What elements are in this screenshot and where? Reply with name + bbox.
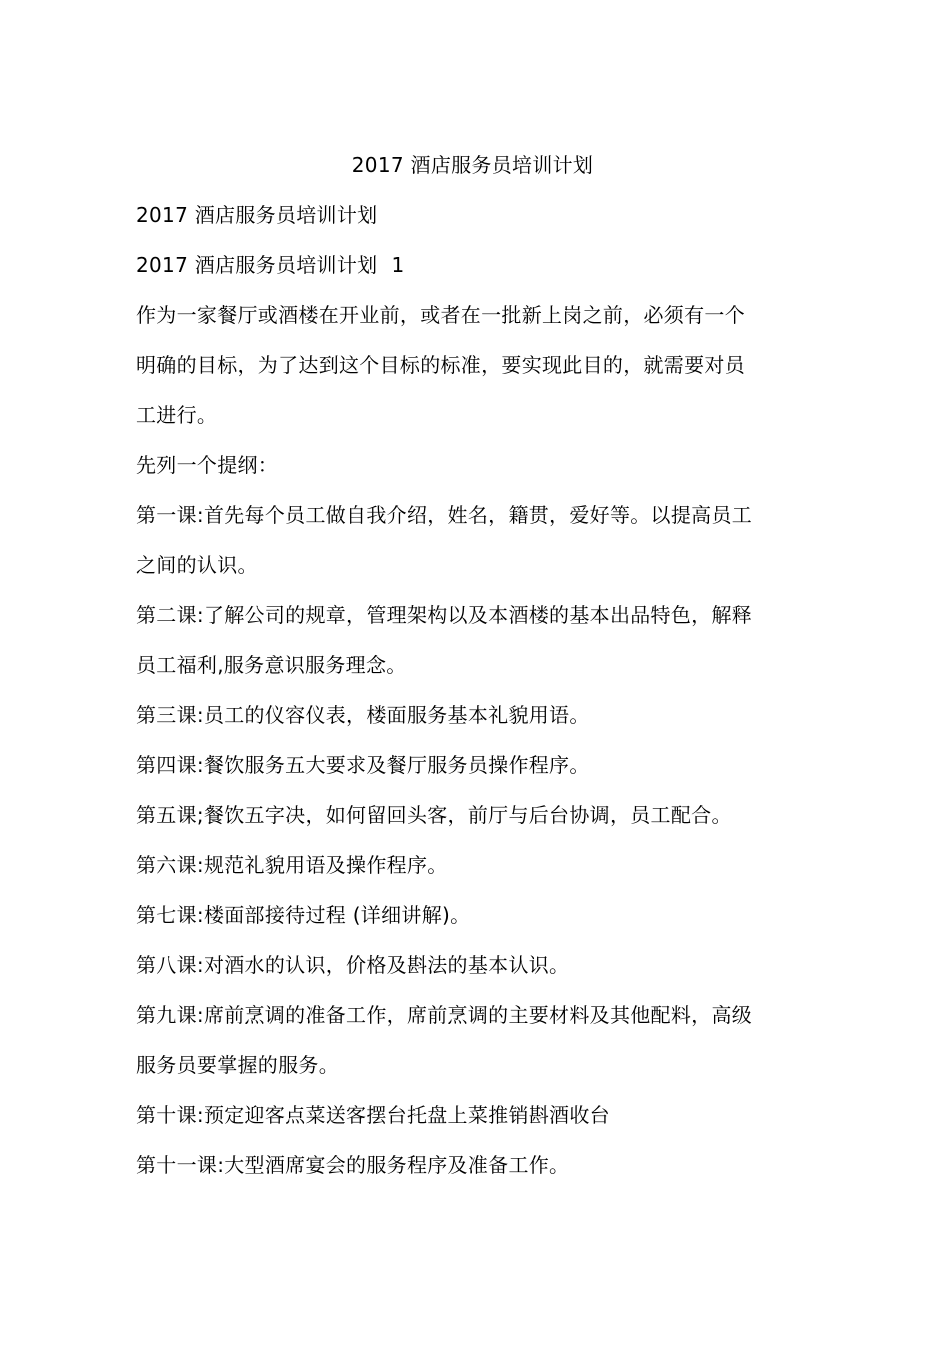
lesson-line: 第四课:餐饮服务五大要求及餐厅服务员操作程序。 — [136, 753, 590, 777]
document-body — [136, 200, 776, 1200]
lesson-line: 第六课:规范礼貌用语及操作程序。 — [136, 853, 448, 877]
lesson-line: 第一课:首先每个员工做自我介绍，姓名，籍贯，爱好等。以提高员工 — [136, 503, 753, 527]
lesson-line: 员工福利,服务意识服务理念。 — [136, 653, 407, 677]
lesson-line: 第七课:楼面部接待过程 (详细讲解)。 — [136, 903, 471, 927]
lesson-line: 第八课:对酒水的认识，价格及斟法的基本认识。 — [136, 953, 570, 977]
lesson-line: 第十课:预定迎客点菜送客摆台托盘上菜推销斟酒收台 — [136, 1103, 610, 1127]
section-number: 1 — [391, 253, 405, 277]
lesson-line: 第五课;餐饮五字决，如何留回头客，前厅与后台协调，员工配合。 — [136, 803, 732, 827]
document-title: 2017 酒店服务员培训计划 — [351, 153, 594, 177]
lesson-line: 第十一课:大型酒席宴会的服务程序及准备工作。 — [136, 1153, 570, 1177]
intro-line: 明确的目标，为了达到这个目标的标准，要实现此目的，就需要对员 — [136, 353, 745, 377]
lesson-line: 第三课:员工的仪容仪表，楼面服务基本礼貌用语。 — [136, 703, 590, 727]
outline-label: 先列一个提纲： — [136, 453, 279, 477]
lesson-line: 第二课:了解公司的规章，管理架构以及本酒楼的基本出品特色，解释 — [136, 603, 753, 627]
lesson-line: 服务员要掌握的服务。 — [136, 1053, 339, 1077]
subtitle: 2017 酒店服务员培训计划 — [136, 203, 378, 227]
section-heading-text: 2017 酒店服务员培训计划 — [136, 253, 378, 277]
intro-line: 工进行。 — [136, 403, 218, 427]
section-heading — [136, 250, 776, 280]
intro-line: 作为一家餐厅或酒楼在开业前，或者在一批新上岗之前，必须有一个 — [136, 303, 745, 327]
lesson-line: 第九课:席前烹调的准备工作，席前烹调的主要材料及其他配料，高级 — [136, 1003, 753, 1027]
lesson-line: 之间的认识。 — [136, 553, 258, 577]
